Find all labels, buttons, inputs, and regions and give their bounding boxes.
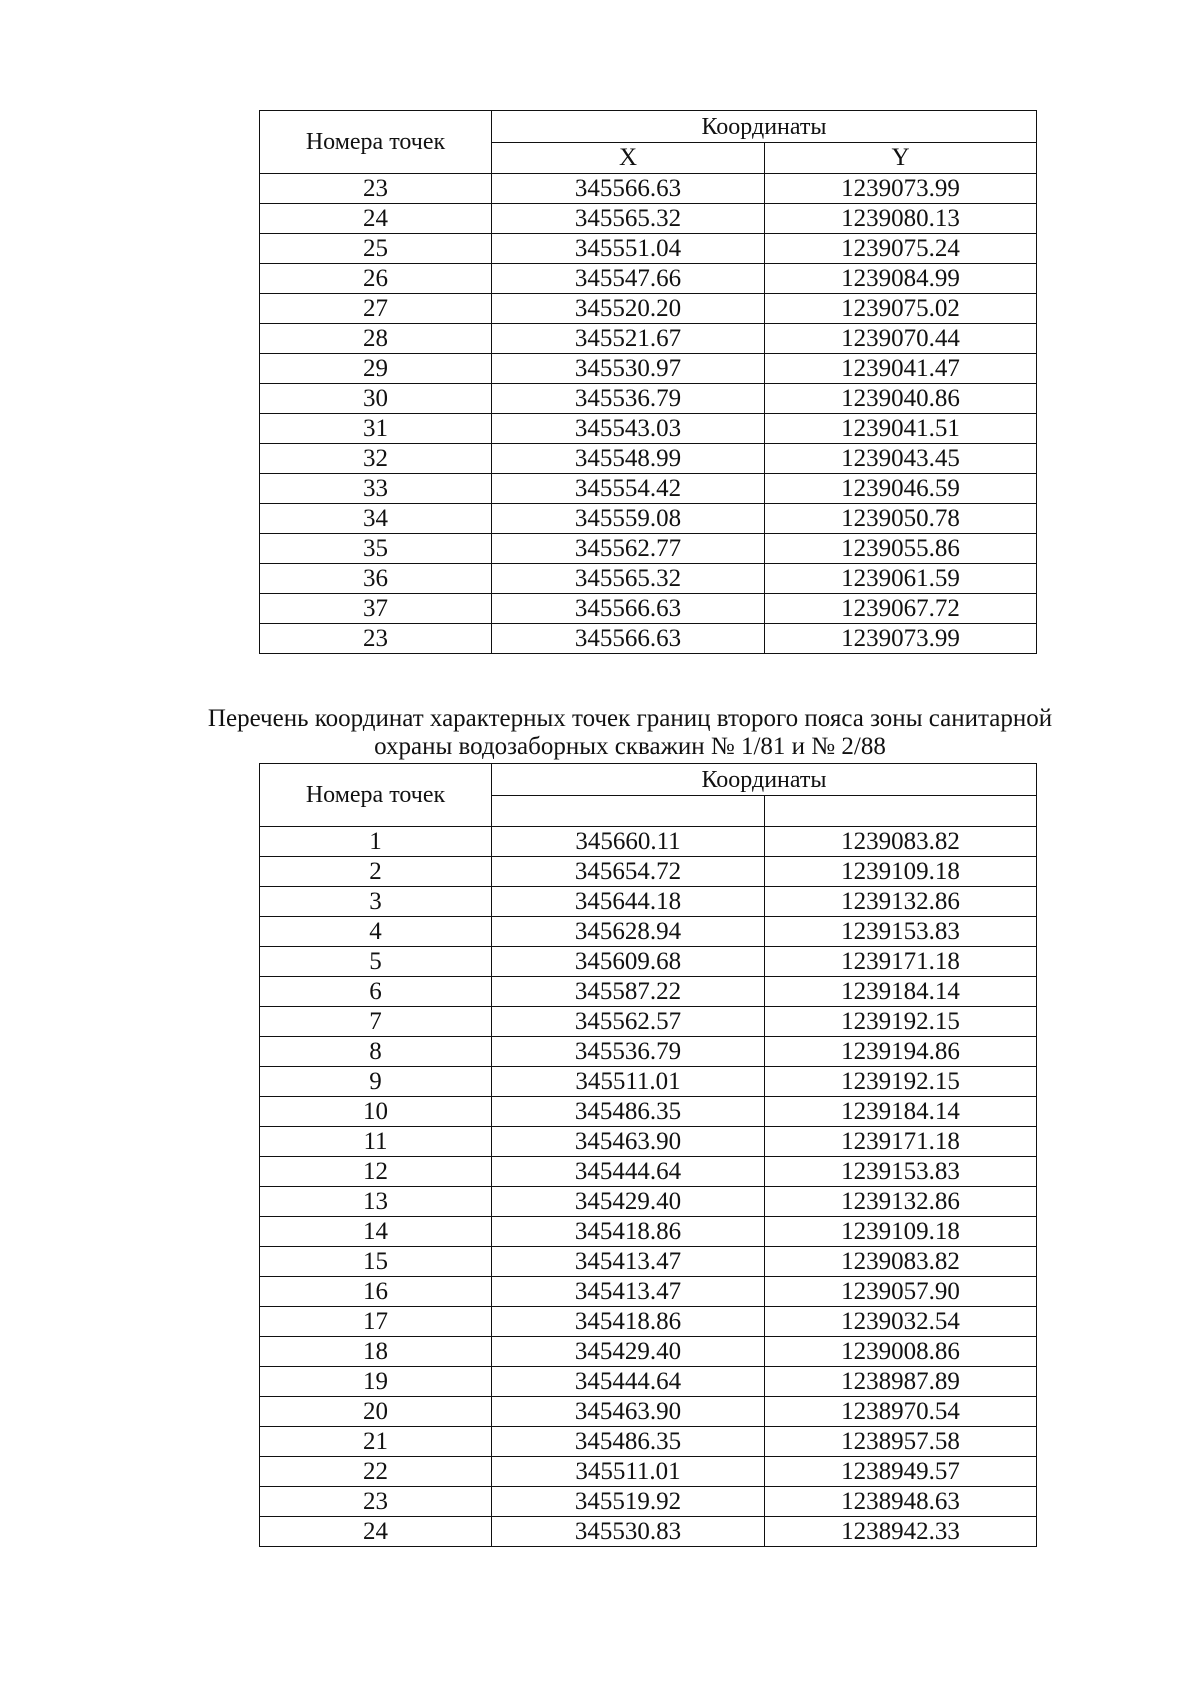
x-coordinate-cell: 345562.57 [492,1007,765,1037]
y-coordinate-cell: 1239184.14 [765,1097,1037,1127]
point-number-cell: 2 [260,857,492,887]
y-coordinate-cell: 1239073.99 [765,174,1037,204]
table-row [260,1397,1037,1427]
table-row [260,1517,1037,1547]
point-number-cell: 23 [260,1487,492,1517]
point-number-cell: 35 [260,534,492,564]
x-coordinate-cell: 345565.32 [492,204,765,234]
point-number-cell: 18 [260,1337,492,1367]
point-number-cell: 33 [260,474,492,504]
x-coordinate-cell: 345418.86 [492,1217,765,1247]
y-coordinate-cell: 1239043.45 [765,444,1037,474]
table-body [260,174,1037,654]
y-coordinate-cell: 1239153.83 [765,1157,1037,1187]
y-coordinate-cell: 1239070.44 [765,324,1037,354]
y-coordinate-cell: 1239057.90 [765,1277,1037,1307]
table-row [260,1367,1037,1397]
y-coordinate-cell: 1238987.89 [765,1367,1037,1397]
table-row [260,324,1037,354]
y-coordinate-cell: 1239153.83 [765,917,1037,947]
point-number-cell: 21 [260,1427,492,1457]
point-number-cell: 6 [260,977,492,1007]
point-number-cell: 20 [260,1397,492,1427]
table-row [260,504,1037,534]
y-coordinate-cell: 1239040.86 [765,384,1037,414]
y-coordinate-cell: 1239084.99 [765,264,1037,294]
table-row [260,857,1037,887]
y-coordinate-cell: 1239192.15 [765,1067,1037,1097]
x-coordinate-cell: 345565.32 [492,564,765,594]
x-coordinate-cell: 345587.22 [492,977,765,1007]
point-number-cell: 24 [260,204,492,234]
point-number-cell: 29 [260,354,492,384]
point-number-cell: 4 [260,917,492,947]
table-row [260,1037,1037,1067]
table-row [260,234,1037,264]
x-coordinate-cell: 345444.64 [492,1367,765,1397]
table-row [260,444,1037,474]
table-row [260,917,1037,947]
y-coordinate-cell: 1239055.86 [765,534,1037,564]
table-row [260,1487,1037,1517]
point-number-cell: 31 [260,414,492,444]
y-coordinate-cell: 1238949.57 [765,1457,1037,1487]
x-coordinate-cell: 345463.90 [492,1127,765,1157]
x-coordinate-cell: 345562.77 [492,534,765,564]
table-row [260,1217,1037,1247]
column-header-coordinates: Координаты [492,764,1037,796]
x-coordinate-cell: 345554.42 [492,474,765,504]
x-coordinate-cell: 345543.03 [492,414,765,444]
x-coordinate-cell: 345566.63 [492,594,765,624]
y-coordinate-cell: 1239083.82 [765,827,1037,857]
point-number-cell: 7 [260,1007,492,1037]
x-coordinate-cell: 345566.63 [492,624,765,654]
point-number-cell: 32 [260,444,492,474]
table-row [260,174,1037,204]
point-number-cell: 13 [260,1187,492,1217]
point-number-cell: 11 [260,1127,492,1157]
point-number-cell: 9 [260,1067,492,1097]
column-header-y [765,796,1037,827]
point-number-cell: 25 [260,234,492,264]
table-row [260,264,1037,294]
table-row [260,1457,1037,1487]
y-coordinate-cell: 1239075.02 [765,294,1037,324]
table-caption [150,705,1110,761]
point-number-cell: 14 [260,1217,492,1247]
table-row [260,564,1037,594]
point-number-cell: 26 [260,264,492,294]
table-row [260,1187,1037,1217]
x-coordinate-cell: 345548.99 [492,444,765,474]
point-number-cell: 3 [260,887,492,917]
x-coordinate-cell: 345444.64 [492,1157,765,1187]
column-header-point-numbers: Номера точек [260,111,492,174]
column-header-coordinates: Координаты [492,111,1037,143]
table-row [260,384,1037,414]
x-coordinate-cell: 345413.47 [492,1277,765,1307]
y-coordinate-cell: 1239080.13 [765,204,1037,234]
y-coordinate-cell: 1239067.72 [765,594,1037,624]
table-body [260,827,1037,1547]
x-coordinate-cell: 345486.35 [492,1427,765,1457]
caption-line-1: Перечень координат характерных точек границ второго пояса зоны санитарной [207,705,1053,732]
point-number-cell: 12 [260,1157,492,1187]
table-row [260,887,1037,917]
x-coordinate-cell: 345547.66 [492,264,765,294]
x-coordinate-cell: 345566.63 [492,174,765,204]
y-coordinate-cell: 1239132.86 [765,1187,1037,1217]
point-number-cell: 22 [260,1457,492,1487]
y-coordinate-cell: 1239171.18 [765,947,1037,977]
table-row [260,1157,1037,1187]
table-row [260,594,1037,624]
column-header-x [492,796,765,827]
x-coordinate-cell: 345418.86 [492,1307,765,1337]
y-coordinate-cell: 1239061.59 [765,564,1037,594]
x-coordinate-cell: 345511.01 [492,1457,765,1487]
coordinates-table-2 [259,763,1037,1547]
y-coordinate-cell: 1238942.33 [765,1517,1037,1547]
x-coordinate-cell: 345551.04 [492,234,765,264]
table-row [260,1127,1037,1157]
column-header-y: Y [765,143,1037,174]
table-row [260,534,1037,564]
table-row [260,977,1037,1007]
table-row [260,354,1037,384]
y-coordinate-cell: 1238948.63 [765,1487,1037,1517]
x-coordinate-cell: 345609.68 [492,947,765,977]
table-row [260,1307,1037,1337]
table-row [260,1427,1037,1457]
point-number-cell: 27 [260,294,492,324]
x-coordinate-cell: 345654.72 [492,857,765,887]
table-row [260,1067,1037,1097]
y-coordinate-cell: 1239171.18 [765,1127,1037,1157]
point-number-cell: 28 [260,324,492,354]
y-coordinate-cell: 1239075.24 [765,234,1037,264]
table-row [260,1337,1037,1367]
x-coordinate-cell: 345429.40 [492,1337,765,1367]
y-coordinate-cell: 1239184.14 [765,977,1037,1007]
x-coordinate-cell: 345413.47 [492,1247,765,1277]
point-number-cell: 24 [260,1517,492,1547]
y-coordinate-cell: 1239008.86 [765,1337,1037,1367]
column-header-point-numbers: Номера точек [260,764,492,827]
x-coordinate-cell: 345530.97 [492,354,765,384]
y-coordinate-cell: 1238970.54 [765,1397,1037,1427]
y-coordinate-cell: 1239192.15 [765,1007,1037,1037]
coordinates-table-1 [259,110,1037,654]
y-coordinate-cell: 1239041.51 [765,414,1037,444]
point-number-cell: 10 [260,1097,492,1127]
point-number-cell: 15 [260,1247,492,1277]
x-coordinate-cell: 345559.08 [492,504,765,534]
x-coordinate-cell: 345530.83 [492,1517,765,1547]
point-number-cell: 5 [260,947,492,977]
point-number-cell: 17 [260,1307,492,1337]
table-row [260,414,1037,444]
table-row [260,1007,1037,1037]
y-coordinate-cell: 1238957.58 [765,1427,1037,1457]
table-row [260,1247,1037,1277]
table-row [260,827,1037,857]
x-coordinate-cell: 345521.67 [492,324,765,354]
y-coordinate-cell: 1239083.82 [765,1247,1037,1277]
point-number-cell: 1 [260,827,492,857]
y-coordinate-cell: 1239073.99 [765,624,1037,654]
table-row [260,294,1037,324]
y-coordinate-cell: 1239032.54 [765,1307,1037,1337]
table-row [260,1097,1037,1127]
point-number-cell: 23 [260,174,492,204]
point-number-cell: 36 [260,564,492,594]
y-coordinate-cell: 1239132.86 [765,887,1037,917]
y-coordinate-cell: 1239046.59 [765,474,1037,504]
point-number-cell: 34 [260,504,492,534]
y-coordinate-cell: 1239050.78 [765,504,1037,534]
x-coordinate-cell: 345644.18 [492,887,765,917]
table-row [260,204,1037,234]
x-coordinate-cell: 345660.11 [492,827,765,857]
table-row [260,474,1037,504]
x-coordinate-cell: 345519.92 [492,1487,765,1517]
column-header-x: X [492,143,765,174]
x-coordinate-cell: 345511.01 [492,1067,765,1097]
x-coordinate-cell: 345536.79 [492,384,765,414]
y-coordinate-cell: 1239194.86 [765,1037,1037,1067]
point-number-cell: 19 [260,1367,492,1397]
x-coordinate-cell: 345520.20 [492,294,765,324]
x-coordinate-cell: 345463.90 [492,1397,765,1427]
y-coordinate-cell: 1239109.18 [765,1217,1037,1247]
x-coordinate-cell: 345536.79 [492,1037,765,1067]
table-row [260,947,1037,977]
y-coordinate-cell: 1239041.47 [765,354,1037,384]
table-row [260,624,1037,654]
point-number-cell: 23 [260,624,492,654]
point-number-cell: 16 [260,1277,492,1307]
x-coordinate-cell: 345486.35 [492,1097,765,1127]
point-number-cell: 8 [260,1037,492,1067]
x-coordinate-cell: 345628.94 [492,917,765,947]
x-coordinate-cell: 345429.40 [492,1187,765,1217]
caption-line-2: охраны водозаборных скважин № 1/81 и № 2/88 [374,733,886,760]
point-number-cell: 30 [260,384,492,414]
table-row [260,1277,1037,1307]
point-number-cell: 37 [260,594,492,624]
y-coordinate-cell: 1239109.18 [765,857,1037,887]
